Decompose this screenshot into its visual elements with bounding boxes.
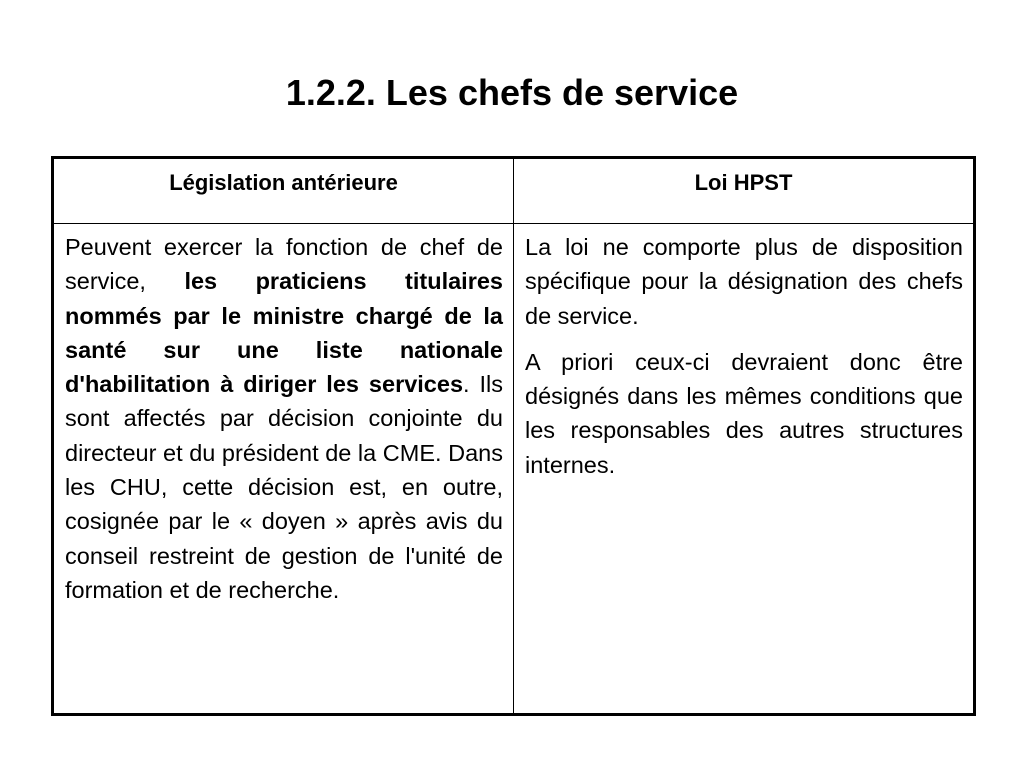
previous-legislation-text-emphasis: les praticiens titulaires nommés par le ministre chargé de la santé sur une liste nationale d'habilitation à diriger les services: [65, 268, 503, 398]
header-hpst-law: Loi HPST: [514, 158, 975, 224]
previous-legislation-text-rest: . Ils sont affectés par décision conjointe du directeur et du président de la CME. Dans les CHU, cette décision est, en outre, cosignée par le « doyen » après avis du conseil restreint de gestion de l'unité de formation et de recherche.: [65, 371, 504, 603]
previous-legislation-text-intro: Peuvent exercer la fonction de chef de service,: [65, 234, 503, 295]
header-previous-legislation: Législation antérieure: [53, 158, 514, 224]
previous-legislation-cell: [53, 224, 514, 715]
table-row: [53, 224, 975, 715]
hpst-law-paragraph-1: La loi ne comporte plus de disposition spécifique pour la désignation des chefs de service.: [525, 234, 963, 329]
slide-title: 1.2.2. Les chefs de service: [285, 72, 739, 113]
comparison-table: [51, 156, 976, 716]
table-header-row: [53, 158, 975, 224]
previous-legislation-text: [65, 230, 503, 607]
hpst-law-paragraph-2: A priori ceux-ci devraient donc être désignés dans les mêmes conditions que les responsables des autres structures internes.: [525, 348, 963, 478]
hpst-law-cell: [514, 224, 975, 715]
